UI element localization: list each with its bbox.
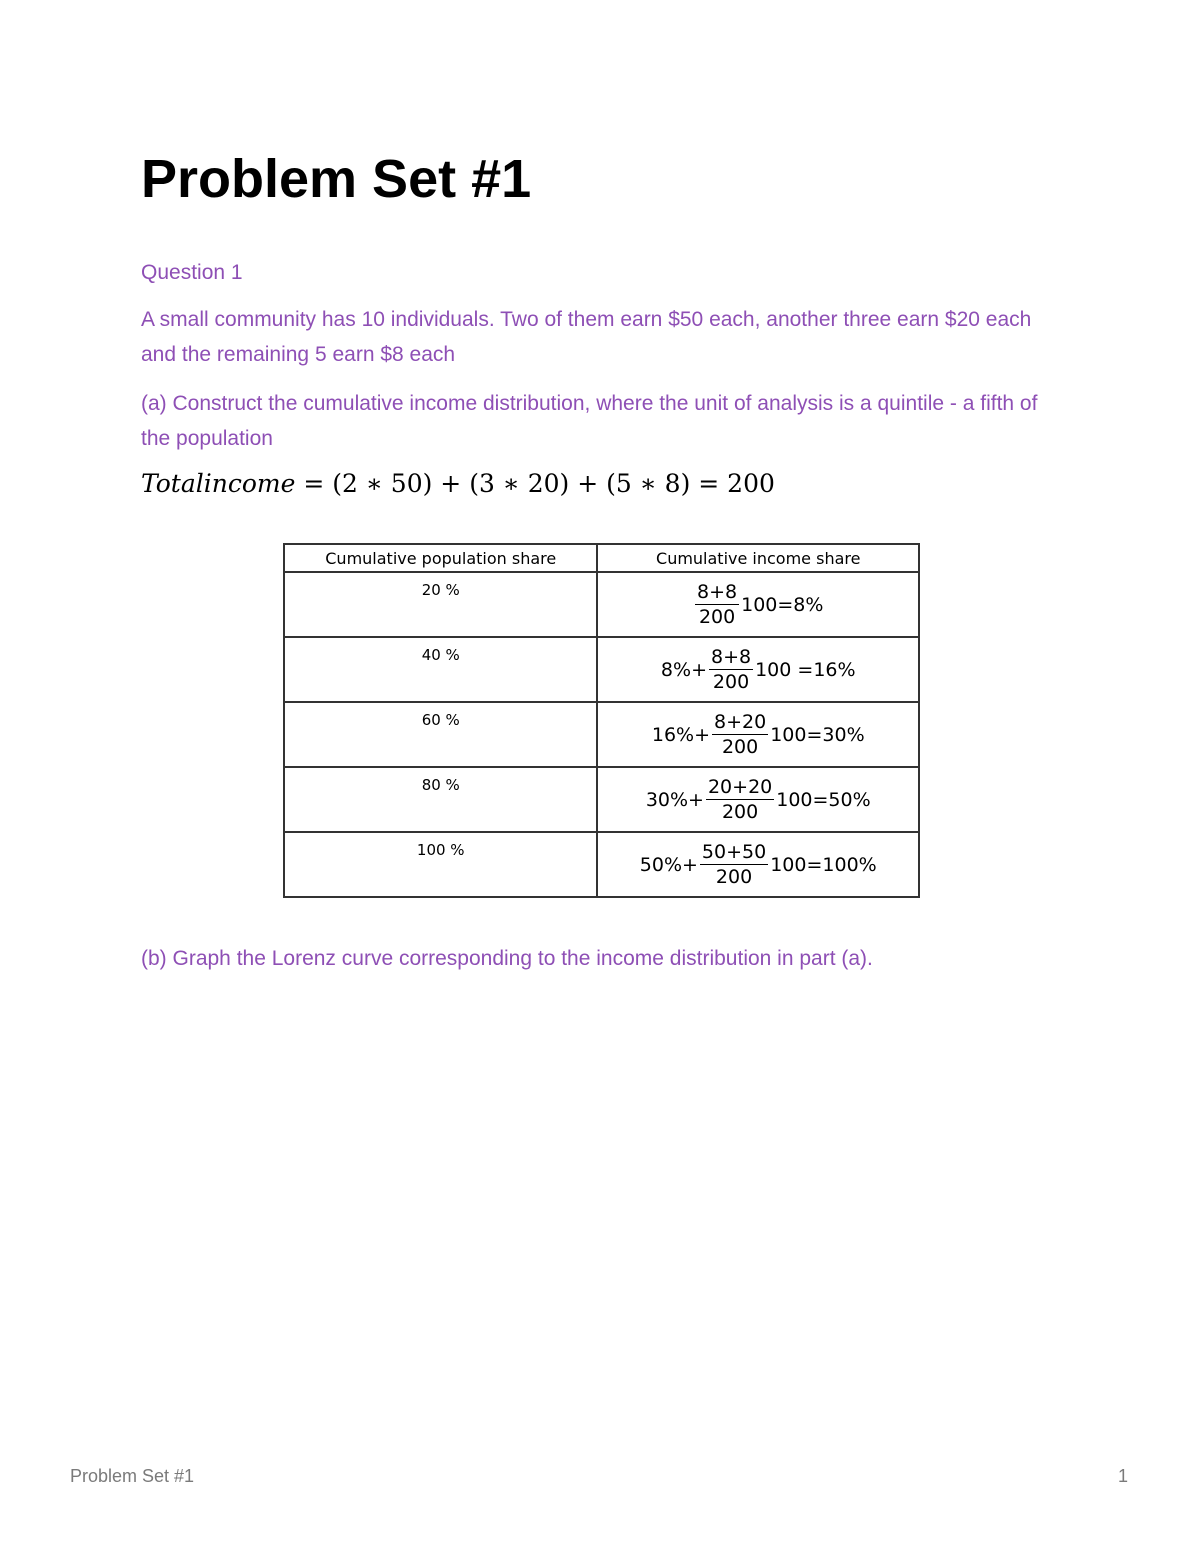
header-income-share: Cumulative income share [597,544,919,572]
fraction [700,840,768,889]
expression-prefix: 30%+ [645,788,704,811]
table-row [284,767,919,832]
fraction-denominator: 200 [721,736,759,758]
expression-prefix: 16%+ [651,723,711,746]
expression-suffix: 100=100% [770,853,877,876]
page-title: Problem Set #1 [141,149,532,209]
fraction-denominator: 200 [698,606,736,628]
income-share-cell [597,832,919,897]
question-intro: A small community has 10 individuals. Two of them earn $50 each, another three earn $20 each and the remaining 5 earn $8 each [141,308,1032,366]
fraction [706,775,774,824]
equation-lhs: Totalincome [141,469,296,498]
expression-suffix: 100=30% [770,723,865,746]
equation-rhs: = (2 ∗ 50) + (3 ∗ 20) + (5 ∗ 8) = 200 [303,469,775,498]
population-share-cell: 80 % [284,767,597,832]
part-a-prompt: (a) Construct the cumulative income distribution, where the unit of analysis is a quintile - a fifth of the population [141,392,1038,450]
cumulative-distribution-table [283,543,920,898]
table-row [284,572,919,637]
fraction [709,645,753,694]
income-share-cell [597,637,919,702]
page-number: 1 [1118,1466,1129,1486]
population-share-cell: 20 % [284,572,597,637]
question-label: Question 1 [141,261,243,284]
table-row [284,702,919,767]
part-b-prompt: (b) Graph the Lorenz curve corresponding to the income distribution in part (a). [141,947,873,970]
income-expression [661,645,856,694]
income-expression [646,775,871,824]
fraction-denominator: 200 [715,866,753,888]
income-share-cell [597,572,919,637]
header-population-share: Cumulative population share [284,544,597,572]
expression-suffix: 100 =16% [755,658,856,681]
fraction-numerator: 8+8 [697,581,738,603]
fraction [712,710,768,759]
expression-prefix: 8%+ [660,658,707,681]
population-share-cell: 100 % [284,832,597,897]
income-expression [652,710,865,759]
income-share-cell [597,767,919,832]
income-share-cell [597,702,919,767]
expression-prefix: 50%+ [639,853,698,876]
footer-title: Problem Set #1 [70,1466,195,1486]
fraction [695,580,739,629]
income-expression [693,580,823,629]
table-row [284,637,919,702]
fraction-denominator: 200 [721,801,759,823]
fraction-denominator: 200 [712,671,750,693]
fraction-numerator: 8+8 [710,646,752,668]
table-header-row [284,544,919,572]
income-expression [640,840,877,889]
expression-suffix: 100=8% [741,593,824,616]
total-income-equation [141,464,775,504]
fraction-numerator: 50+50 [701,841,767,863]
expression-suffix: 100=50% [776,788,871,811]
population-share-cell: 40 % [284,637,597,702]
population-share-cell: 60 % [284,702,597,767]
table-row [284,832,919,897]
fraction-numerator: 20+20 [707,776,773,798]
fraction-numerator: 8+20 [714,711,767,733]
